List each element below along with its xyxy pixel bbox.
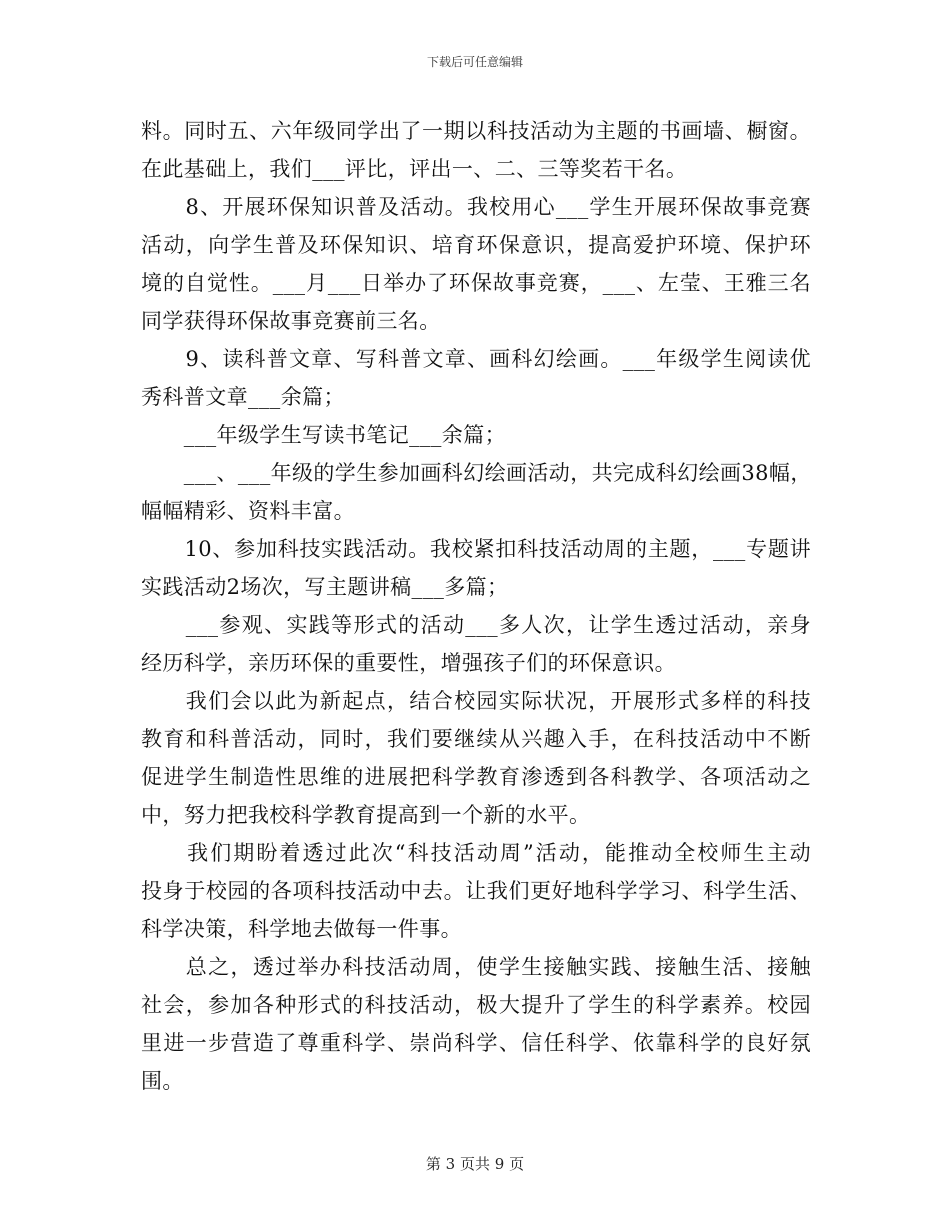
document-body [141,112,811,1100]
page-number-footer: 第 3 页共 9 页 [425,1155,525,1173]
text-line: 境的自觉性。___月___日举办了环保故事竞赛，___、左莹、王雅三名 [141,271,811,295]
text-line: ___参观、实践等形式的活动___多人次，让学生透过活动，亲身 [141,613,811,637]
text-line: 实践活动2场次，写主题讲稿___多篇； [141,575,509,599]
text-line: 科学决策，科学地去做每一件事。 [141,917,462,941]
text-line: 教育和科普活动，同时，我们要继续从兴趣入手，在科技活动中不断 [141,727,811,751]
text-line: ___、___年级的学生参加画科幻绘画活动，共完成科幻绘画38幅， [141,461,812,485]
text-line: 料。同时五、六年级同学出了一期以科技活动为主题的书画墙、橱窗。 [141,119,811,143]
text-line: 8、开展环保知识普及活动。我校用心___学生开展环保故事竞赛 [141,195,811,219]
text-line: 我们期盼着透过此次“科技活动周”活动，能推动全校师生主动 [141,841,811,865]
text-line: 里进一步营造了尊重科学、崇尚科学、信任科学、依靠科学的良好氛 [141,1031,811,1055]
text-line: 秀科普文章___余篇； [141,385,345,409]
text-line: 同学获得环保故事竞赛前三名。 [141,309,441,333]
text-line: 经历科学，亲历环保的重要性，增强孩子们的环保意识。 [141,651,676,675]
text-line: 社会，参加各种形式的科技活动，极大提升了学生的科学素养。校园 [141,993,811,1017]
text-line: 总之，透过举办科技活动周，使学生接触实践、接触生活、接触 [141,955,811,979]
text-line: 投身于校园的各项科技活动中去。让我们更好地科学学习、科学生活、 [141,879,811,903]
page-header: 下载后可任意编辑 [426,55,523,69]
text-line: 幅幅精彩、资料丰富。 [141,499,355,523]
text-line: ___年级学生写读书笔记___余篇； [141,423,506,447]
text-line: 在此基础上，我们___评比，评出一、二、三等奖若干名。 [141,157,688,181]
text-line: 活动，向学生普及环保知识、培育环保意识，提高爱护环境、保护环 [141,233,811,257]
text-line: 10、参加科技实践活动。我校紧扣科技活动周的主题，___专题讲 [141,537,811,561]
text-line: 中，努力把我校科学教育提高到一个新的水平。 [141,803,591,827]
text-line: 围。 [141,1069,184,1093]
text-line: 促进学生制造性思维的进展把科学教育渗透到各科教学、各项活动之 [141,765,811,789]
text-line: 9、读科普文章、写科普文章、画科幻绘画。___年级学生阅读优 [141,347,811,371]
text-line: 我们会以此为新起点，结合校园实际状况，开展形式多样的科技 [141,689,811,713]
